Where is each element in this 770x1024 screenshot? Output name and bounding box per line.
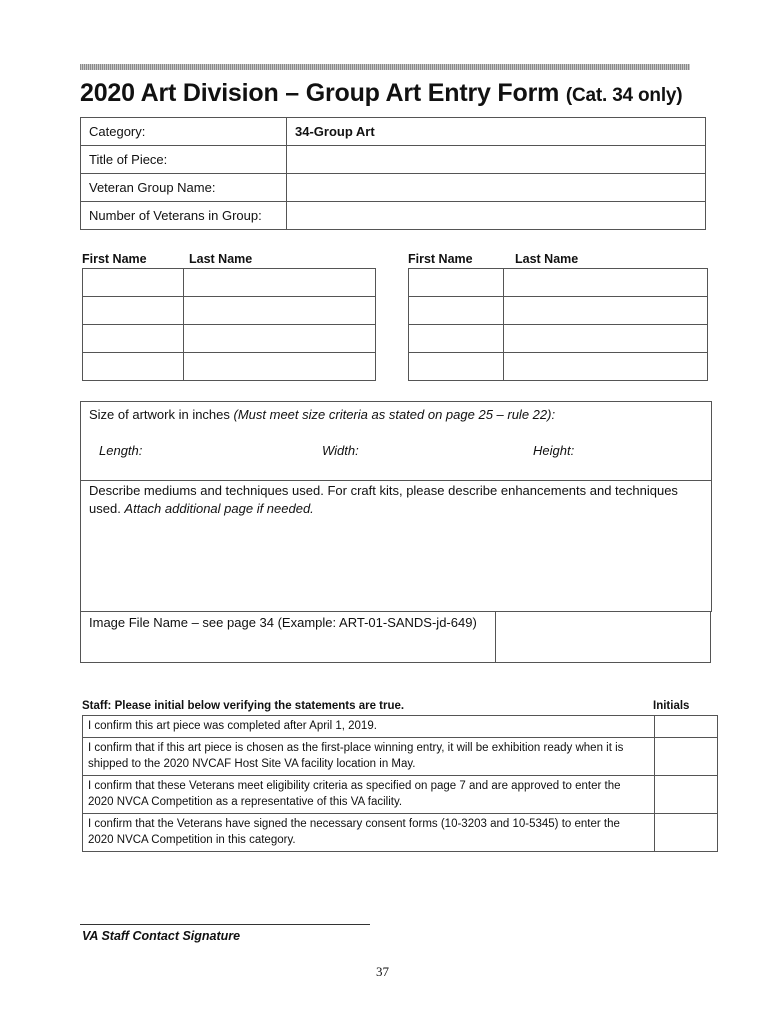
describe-text: Describe mediums and techniques used. For craft kits, please describe enhancements and techniques used. Attach additional page if needed. (89, 483, 678, 516)
last-name-field[interactable] (184, 297, 376, 325)
artwork-size-box (80, 401, 712, 481)
title-of-piece-label: Title of Piece: (81, 146, 287, 174)
first-name-field[interactable] (83, 297, 184, 325)
info-row-category (81, 118, 706, 146)
last-name-field[interactable] (504, 353, 708, 381)
names-table-left (82, 268, 376, 381)
initials-field[interactable] (654, 776, 717, 814)
width-label: Width: (322, 443, 359, 458)
confirmation-statement: I confirm that these Veterans meet eligibility criteria as specified on page 7 and are approved to enter the 2020 NVCA Competition as a representative of this VA facility. (83, 776, 655, 814)
initials-header: Initials (653, 700, 690, 712)
category-value[interactable]: 34-Group Art (287, 118, 706, 146)
initials-field[interactable] (654, 814, 717, 852)
confirmation-statement: I confirm that if this art piece is chosen as the first-place winning entry, it will be exhibition ready when it is shipped to the 2020 NVCAF Host Site VA facility location in May. (83, 738, 655, 776)
entry-info-table (80, 117, 706, 230)
confirmation-row (83, 814, 718, 852)
confirmation-statement: I confirm this art piece was completed after April 1, 2019. (83, 716, 655, 738)
number-of-veterans-label: Number of Veterans in Group: (81, 202, 287, 230)
last-name-field[interactable] (184, 353, 376, 381)
confirmation-row (83, 776, 718, 814)
length-label: Length: (99, 443, 143, 458)
image-file-name-box (80, 611, 496, 663)
describe-note: Attach additional page if needed. (124, 501, 314, 516)
info-row-group-name (81, 174, 706, 202)
initials-field[interactable] (654, 738, 717, 776)
form-title: 2020 Art Division – Group Art Entry Form (Cat. 34 only) (80, 79, 683, 107)
names-table-right (408, 268, 708, 381)
name-row (83, 353, 376, 381)
last-name-field[interactable] (184, 269, 376, 297)
first-name-field[interactable] (409, 269, 504, 297)
first-name-field[interactable] (83, 269, 184, 297)
category-label: Category: (81, 118, 287, 146)
name-row (409, 297, 708, 325)
first-name-field[interactable] (409, 297, 504, 325)
confirmation-row (83, 738, 718, 776)
confirmation-statement: I confirm that the Veterans have signed the necessary consent forms (10-3203 and 10-5345) to enter the 2020 NVCA Competition in this category. (83, 814, 655, 852)
confirmations-table (82, 715, 718, 852)
last-name-header-right: Last Name (515, 252, 579, 266)
first-name-field[interactable] (409, 353, 504, 381)
name-row (83, 297, 376, 325)
title-of-piece-field[interactable] (287, 146, 706, 174)
confirmation-row (83, 716, 718, 738)
name-row (83, 269, 376, 297)
info-row-title (81, 146, 706, 174)
initials-field[interactable] (654, 716, 717, 738)
last-name-field[interactable] (504, 325, 708, 353)
staff-heading: Staff: Please initial below verifying the statements are true. (82, 700, 405, 712)
page-number: 37 (376, 964, 389, 979)
first-name-field[interactable] (409, 325, 504, 353)
info-row-number (81, 202, 706, 230)
last-name-field[interactable] (184, 325, 376, 353)
first-name-field[interactable] (83, 353, 184, 381)
last-name-field[interactable] (504, 269, 708, 297)
mediums-description-box[interactable] (80, 479, 712, 612)
first-name-header-left: First Name (82, 252, 147, 266)
name-row (83, 325, 376, 353)
size-label: Size of artwork in inches (Must meet size criteria as stated on page 25 – rule 22): (89, 407, 556, 422)
veteran-group-name-label: Veteran Group Name: (81, 174, 287, 202)
veteran-group-name-field[interactable] (287, 174, 706, 202)
number-of-veterans-field[interactable] (287, 202, 706, 230)
height-label: Height: (533, 443, 575, 458)
last-name-field[interactable] (504, 297, 708, 325)
signature-line[interactable] (80, 924, 370, 925)
size-note: (Must meet size criteria as stated on page 25 – rule 22): (233, 407, 556, 422)
image-file-label: Image File Name – see page 34 (Example: ART-01-SANDS-jd-649) (89, 615, 477, 630)
first-name-field[interactable] (83, 325, 184, 353)
last-name-header-left: Last Name (189, 252, 253, 266)
name-row (409, 325, 708, 353)
first-name-header-right: First Name (408, 252, 473, 266)
name-row (409, 353, 708, 381)
signature-label: VA Staff Contact Signature (82, 929, 241, 943)
image-file-name-field[interactable] (494, 611, 711, 663)
top-rule (80, 64, 690, 70)
name-row (409, 269, 708, 297)
